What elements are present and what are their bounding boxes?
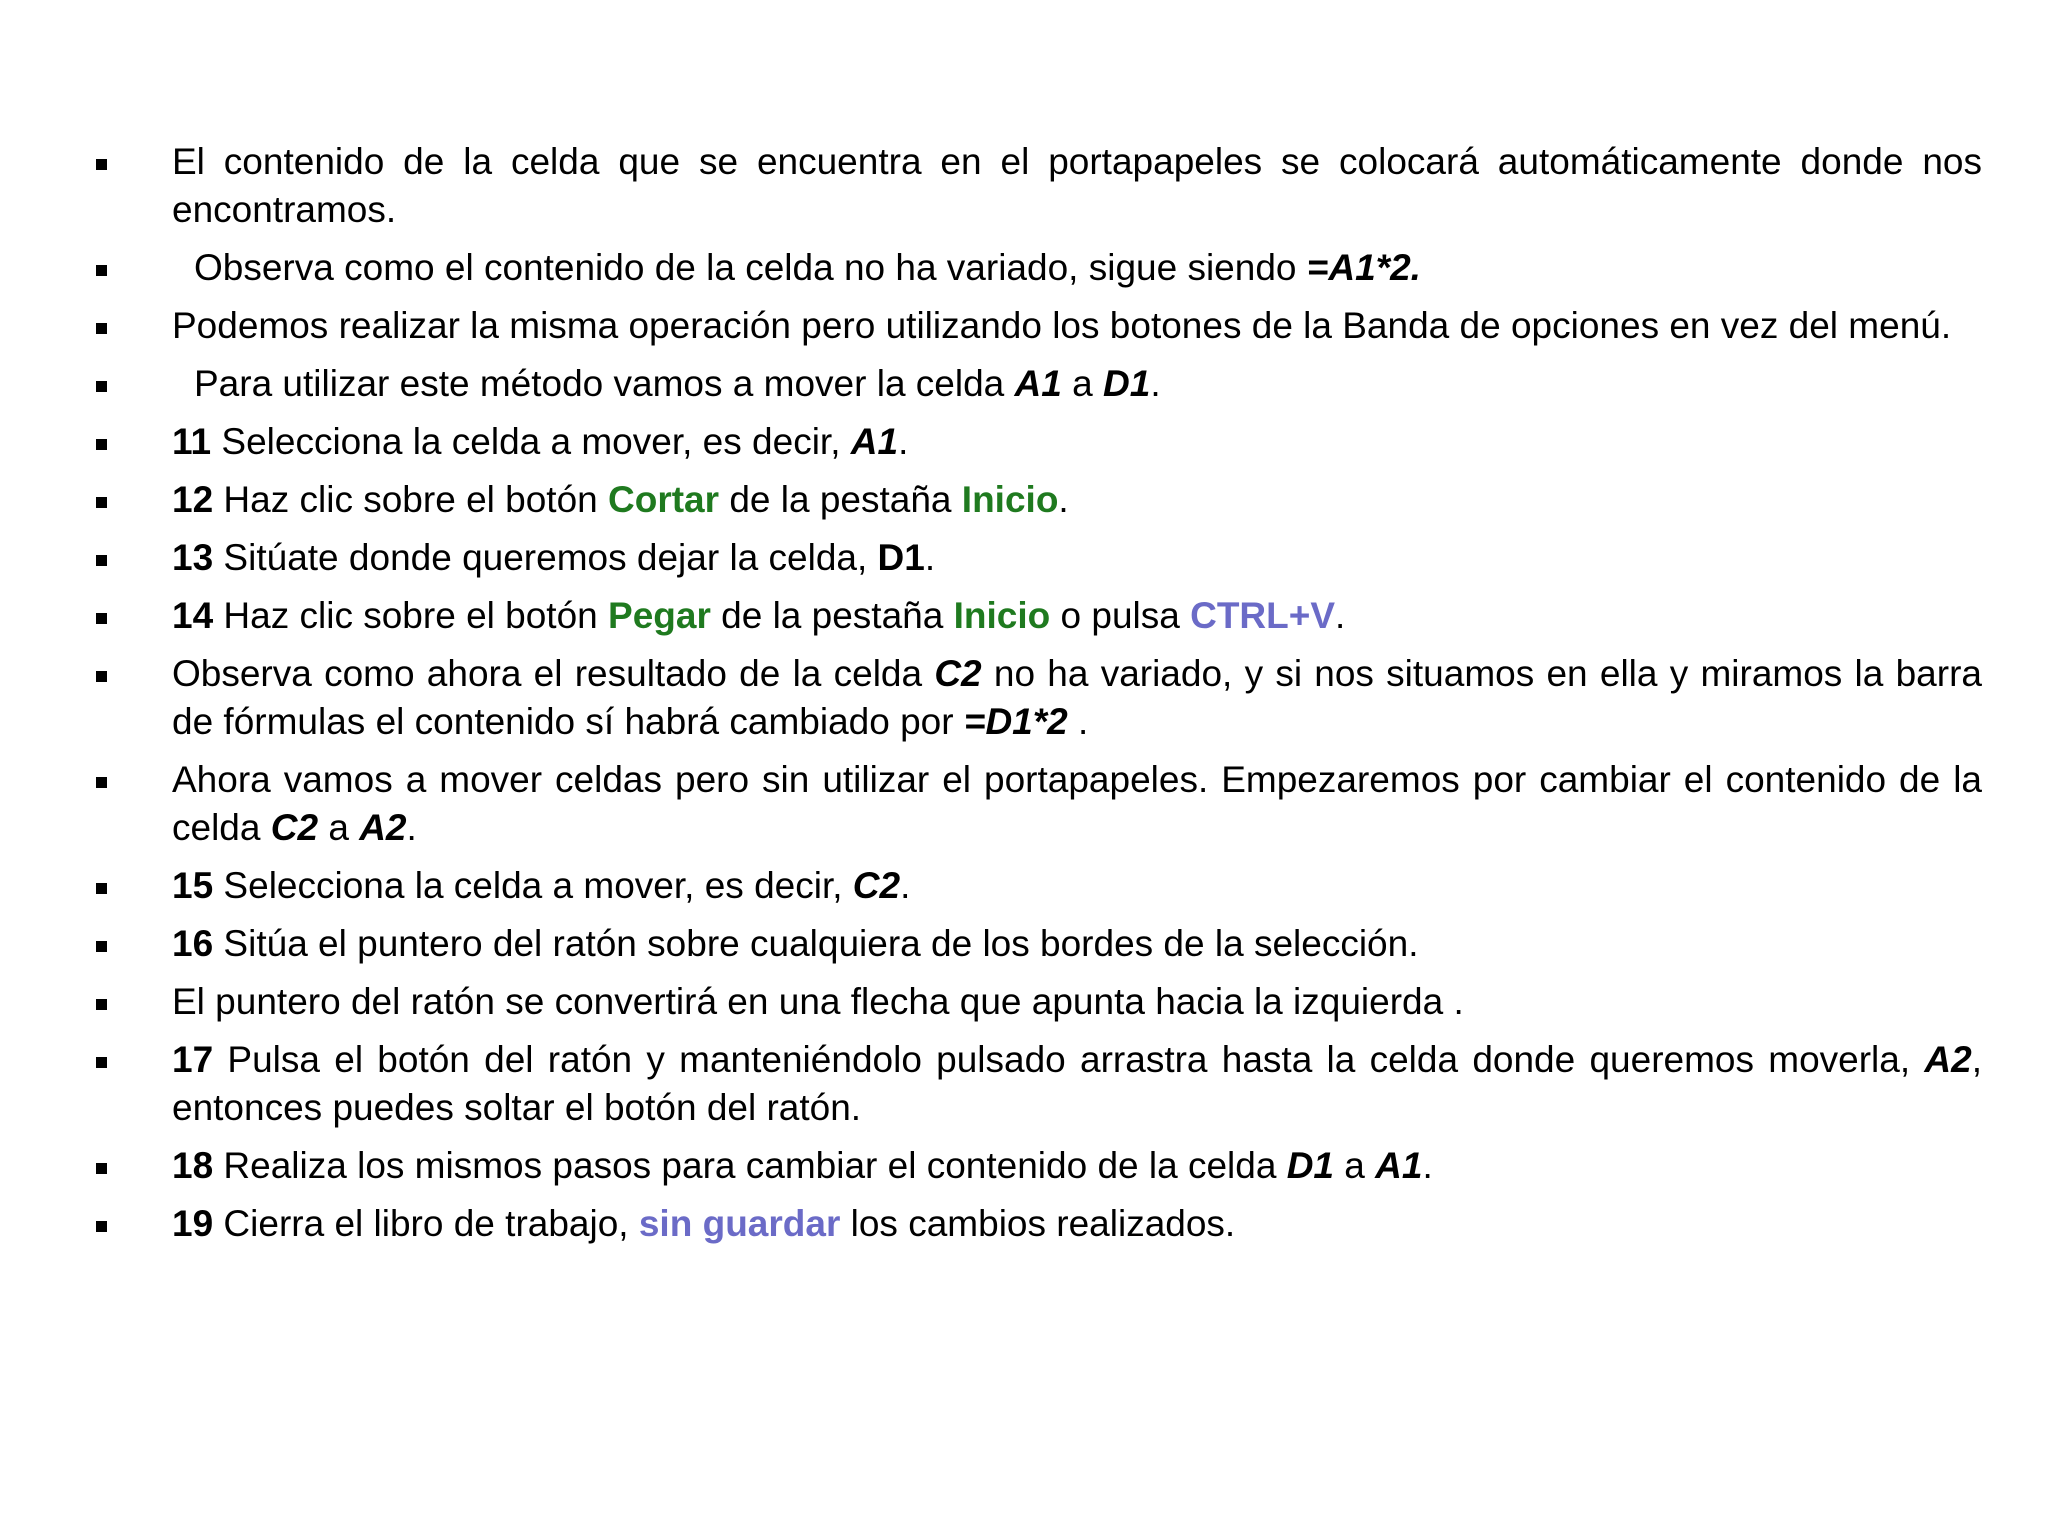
item-text: a (1061, 363, 1103, 404)
step-number: 17 (172, 1039, 214, 1080)
square-bullet-icon (96, 941, 107, 952)
list-item (0, 1142, 1982, 1190)
item-text: Cierra el libro de trabajo, (213, 1203, 639, 1244)
item-text: no ha variado, y si nos situamos en ella y miramos la barra de fórmulas el contenido sí habrá cambiado por (172, 653, 1982, 742)
list-item (0, 592, 1982, 640)
cell-ref: A1 (850, 421, 899, 462)
square-bullet-icon (96, 439, 107, 450)
item-text: . (1335, 595, 1346, 636)
list-item (0, 138, 1982, 234)
item-text: , entonces puedes soltar el botón del ratón. (172, 1039, 1982, 1128)
square-bullet-icon (96, 323, 107, 334)
cell-ref: C2 (934, 653, 982, 694)
list-item (0, 1036, 1982, 1132)
item-text: . (898, 421, 909, 462)
item-text: El contenido de la celda que se encuentra en el portapapeles se colocará automáticamente donde nos encontramos. (172, 141, 1982, 230)
item-text: Para utilizar este método vamos a mover la celda (194, 363, 1015, 404)
step-number: 12 (172, 479, 214, 520)
list-item (0, 534, 1982, 582)
cell-ref: D1 (877, 537, 925, 578)
item-text: El puntero del ratón se convertirá en una flecha que apunta hacia la izquierda . (172, 981, 1464, 1022)
step-number: 13 (172, 537, 214, 578)
formula-text: =D1*2 (963, 701, 1068, 742)
list-item (0, 978, 1982, 1026)
item-text: Realiza los mismos pasos para cambiar el contenido de la celda (213, 1145, 1287, 1186)
square-bullet-icon (96, 777, 107, 788)
cell-ref: C2 (852, 865, 901, 906)
list-item (0, 756, 1982, 852)
item-text: Pulsa el botón del ratón y manteniéndolo pulsado arrastra hasta la celda donde queremos moverla, (213, 1039, 1925, 1080)
bullet-list (0, 138, 2048, 1258)
step-number: 11 (172, 421, 212, 462)
item-text: o pulsa (1050, 595, 1191, 636)
item-text: Podemos realizar la misma operación pero utilizando los botones de la Banda de opciones en vez del menú. (172, 305, 1952, 346)
item-text: los cambios realizados. (840, 1203, 1236, 1244)
list-item (0, 476, 1982, 524)
tab-name-highlight: Inicio (953, 595, 1051, 636)
item-text: Ahora vamos a mover celdas pero sin utilizar el portapapeles. Empezaremos por cambiar el contenido de la celda (172, 759, 1982, 848)
item-text: . (900, 865, 911, 906)
cell-ref: D1 (1286, 1145, 1335, 1186)
cell-ref: D1 (1103, 363, 1151, 404)
button-name-highlight: Cortar (608, 479, 720, 520)
list-item (0, 244, 1982, 292)
item-text: Selecciona la celda a mover, es decir, (213, 865, 853, 906)
item-text: de la pestaña (710, 595, 954, 636)
item-text: Observa como ahora el resultado de la celda (172, 653, 935, 694)
step-number: 16 (172, 923, 214, 964)
square-bullet-icon (96, 999, 107, 1010)
square-bullet-icon (96, 613, 107, 624)
cell-ref: A1 (1014, 363, 1062, 404)
square-bullet-icon (96, 1057, 107, 1068)
list-item (0, 1200, 1982, 1248)
item-text: de la pestaña (719, 479, 962, 520)
button-name-highlight: Pegar (608, 595, 711, 636)
item-text: . (1067, 701, 1089, 742)
square-bullet-icon (96, 1221, 107, 1232)
tab-name-highlight: Inicio (961, 479, 1059, 520)
step-number: 14 (172, 595, 214, 636)
item-text: . (924, 537, 936, 578)
item-text: Observa como el contenido de la celda no ha variado, sigue siendo (194, 247, 1307, 288)
cell-ref: A1 (1375, 1145, 1423, 1186)
list-item (0, 650, 1982, 746)
step-number: 15 (172, 865, 214, 906)
list-item (0, 920, 1982, 968)
item-text: . (406, 807, 417, 848)
list-item (0, 302, 1982, 350)
shortcut-highlight: CTRL+V (1190, 595, 1336, 636)
item-text: a (318, 807, 360, 848)
item-text: Sitúate donde queremos dejar la celda, (213, 537, 878, 578)
list-item (0, 862, 1982, 910)
square-bullet-icon (96, 555, 107, 566)
item-text: a (1334, 1145, 1376, 1186)
item-text: Haz clic sobre el botón (213, 479, 609, 520)
step-number: 19 (172, 1203, 214, 1244)
square-bullet-icon (96, 883, 107, 894)
item-text: Selecciona la celda a mover, es decir, (211, 421, 851, 462)
square-bullet-icon (96, 1163, 107, 1174)
square-bullet-icon (96, 381, 107, 392)
square-bullet-icon (96, 159, 107, 170)
action-highlight: sin guardar (638, 1203, 841, 1244)
list-item (0, 418, 1982, 466)
cell-ref: C2 (270, 807, 319, 848)
item-text: . (1150, 363, 1161, 404)
item-text: . (1058, 479, 1069, 520)
square-bullet-icon (96, 671, 107, 682)
list-item (0, 360, 1982, 408)
square-bullet-icon (96, 497, 107, 508)
item-text: . (1422, 1145, 1433, 1186)
item-text: Haz clic sobre el botón (213, 595, 609, 636)
formula-text: =A1*2. (1306, 247, 1421, 288)
item-text: Sitúa el puntero del ratón sobre cualquiera de los bordes de la selección. (213, 923, 1419, 964)
square-bullet-icon (96, 265, 107, 276)
cell-ref: A2 (359, 807, 407, 848)
cell-ref: A2 (1924, 1039, 1972, 1080)
step-number: 18 (172, 1145, 214, 1186)
